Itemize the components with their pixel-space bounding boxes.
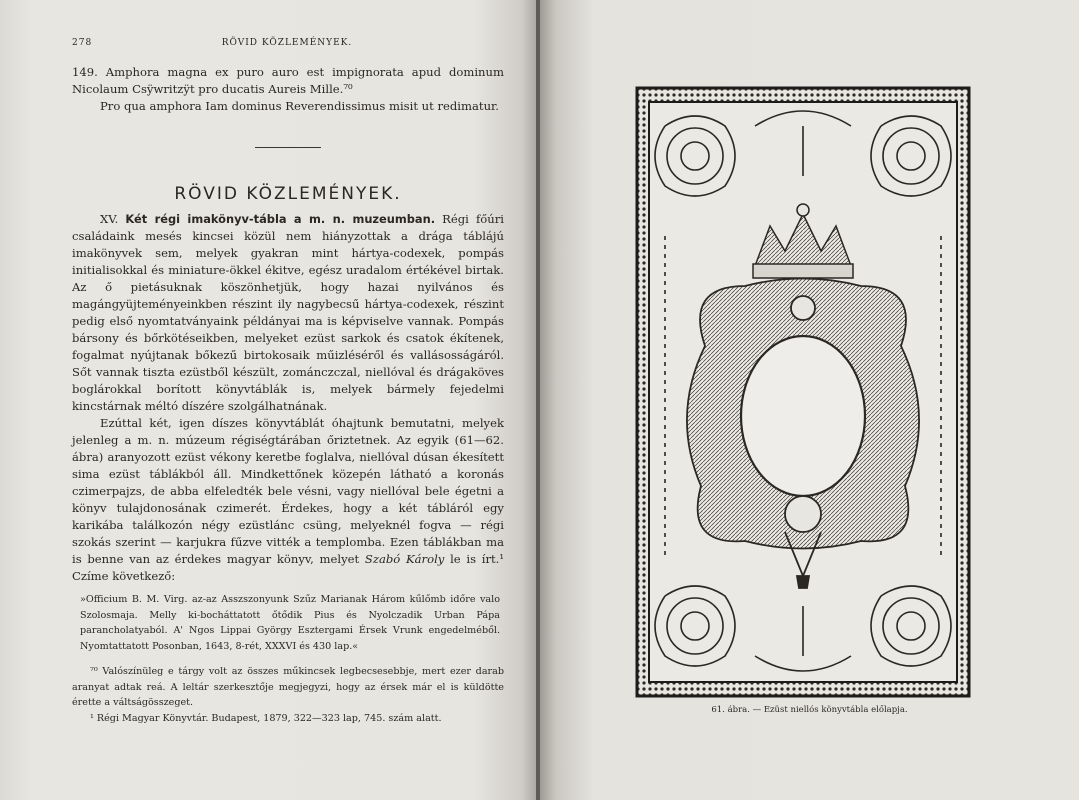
left-page xyxy=(0,0,538,800)
author-name: Szabó Károly xyxy=(364,552,445,566)
article-paragraph xyxy=(72,415,504,585)
article-title: Két régi imakönyv-tábla a m. n. muzeumban. xyxy=(125,212,436,226)
right-page xyxy=(540,0,1079,800)
footnote: ¹ Régi Magyar Könyvtár. Budapest, 1879, 322—323 lap, 745. szám alatt. xyxy=(90,712,442,724)
item-149-line: 149. Amphora magna ex puro auro est impignorata apud dominum Nicolaum Csÿwritzÿt pro ducatis Aureis Mille.⁷⁰ xyxy=(72,65,504,96)
running-head-title: RÖVID KÖZLEMÉNYEK. xyxy=(221,38,353,48)
article-text: Régi főúri családaink mesés kincsei közül nem hiányzottak a drága táblájú imakönyvek sem, melyek gyakran mint hártya-codexek, pompás initialisokkal és miniature-ökkel ékitve, egész uradalom értékével birtak. Az ő pietásuknak köszönhetjük, hogy hazai nyilvános és magángyüjteményeinkben részint ily nagybecsű hártya-codexek, részint pedig első nyomtatványaink példányai ma is képviselve vannak. Pompás bársony és bőrkötéseikben, melyeket ezüst sarkok és csatok ékítenek, fogalmat nyújtanak bőkezű birtokosaik műizléséről és vallásosságáról. Sőt vannak tiszta ezüstből készült, zománczczal, niellóval és drágaköves boglárokkal borított könyvtáblák is, melyek bármely fejedelmi kincstárnak méltó díszére szolgálhatnának. xyxy=(72,212,504,413)
footnotes xyxy=(72,664,504,726)
section-title: RÖVID KÖZLEMÉNYEK. xyxy=(174,184,402,204)
figure-caption: 61. ábra. — Ezüst niellós könyvtábla előlapja. xyxy=(711,705,908,715)
article-text: Ezúttal két, igen díszes könyvtáblát óhajtunk bemutatni, melyek jelenleg a m. n. múzeum régiségtárában őriztetnek. Az egyik (61—62. ábra) aranyozott ezüst vékony keretbe foglalva, niellóval dúsan ékesített sima ezüst táblákból áll. Mindkettőnek közepén látható a koronás czimerpajzs, de abba elfeledték bele vésni, vagy niellóval bele égetni a könyv tulajdonosának czimerét. Érdekes, hogy a két tábláról egy karikába találkozón négy ezüstlánc csüng, melyeknél fogva — régi szokás szerint — karjukra fűzve vitték a templomba. Ezen táblákban ma is benne van az érdekes magyar könyv, melyet xyxy=(72,416,504,566)
article-text: le is írt.¹ Czíme következő: xyxy=(72,552,505,583)
book-cover-engraving xyxy=(635,86,971,698)
item-149 xyxy=(72,64,504,115)
page-number: 278 xyxy=(72,38,93,48)
item-149-line: Pro qua amphora Iam dominus Reverendissimus misit ut redimatur. xyxy=(100,99,499,113)
article-body xyxy=(72,211,504,585)
article-number: XV. xyxy=(100,212,119,226)
separator-rule xyxy=(255,147,321,148)
footnote: ⁷⁰ Valószínüleg e tárgy volt az összes műkincsek legbecsesebbje, mert ezer darab aranyat adtak reá. A leltár szerkesztője megjegyzi, hogy az érsek már el is küldötte érette a váltságösszeget. xyxy=(72,666,504,708)
article-paragraph xyxy=(72,211,504,415)
book-title-quote: »Officium B. M. Virg. az-az Asszszonyunk Szűz Marianak Három kűlőmb időre valo Szolosmaja. Melly ki-bocháttatott őtődik Pius és Nyolczadik Urban Pápa parancholatyaból. A' Ngos Lippai György Esztergami Érsek Vrunk engedelméből. Nyomtattatott Posonban, 1643, 8-rét, XXXVI és 430 lap.« xyxy=(80,594,500,652)
